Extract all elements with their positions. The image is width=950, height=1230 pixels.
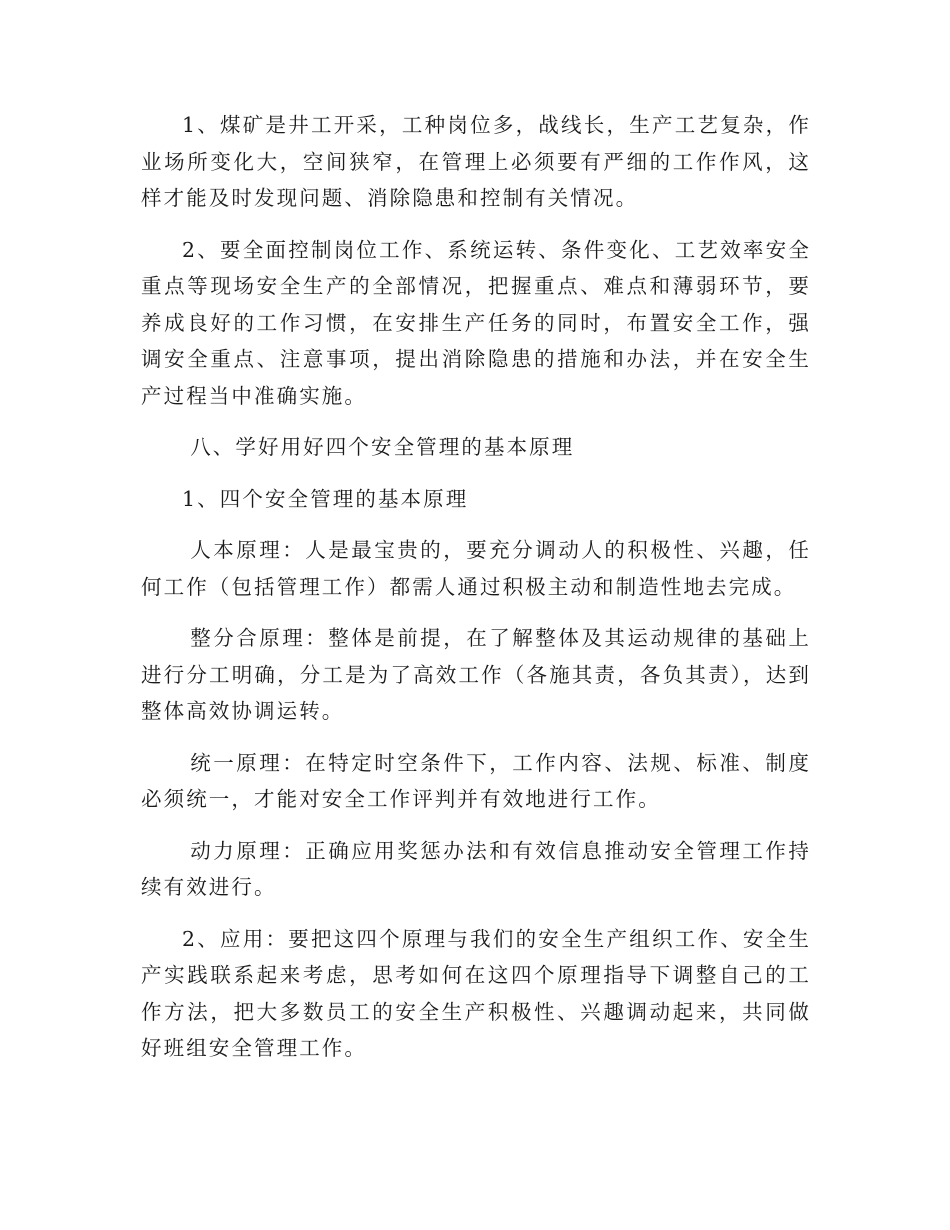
paragraph-integration-principle: 整分合原理：整体是前提，在了解整体及其运动规律的基础上进行分工明确，分工是为了高效工作（各施其责，各负其责），达到整体高效协调运转。 bbox=[141, 626, 811, 723]
section-heading-eight: 八、学好用好四个安全管理的基本原理 bbox=[190, 435, 575, 459]
subheading-four-principles: 1、四个安全管理的基本原理 bbox=[182, 486, 469, 511]
document-body bbox=[141, 107, 811, 1082]
paragraph-human-principle: 人本原理：人是最宝贵的，要充分调动人的积极性、兴趣，任何工作（包括管理工作）都需人通过积极主动和制造性地去完成。 bbox=[141, 538, 811, 599]
paragraph-motivation-principle: 动力原理：正确应用奖惩办法和有效信息推动安全管理工作持续有效进行。 bbox=[141, 838, 811, 899]
paragraph-unity-principle: 统一原理：在特定时空条件下，工作内容、法规、标准、制度必须统一，才能对安全工作评判并有效地进行工作。 bbox=[141, 750, 811, 811]
paragraph-application: 2、应用：要把这四个原理与我们的安全生产组织工作、安全生产实践联系起来考虑，思考如何在这四个原理指导下调整自己的工作方法，把大多数员工的安全生产积极性、兴趣调动起来，共同做好班组安全管理工作。 bbox=[141, 926, 811, 1060]
paragraph-full-control: 2、要全面控制岗位工作、系统运转、条件变化、工艺效率安全重点等现场安全生产的全部情况，把握重点、难点和薄弱环节，要养成良好的工作习惯，在安排生产任务的同时，布置安全工作，强调安全重点、注意事项，提出消除隐患的措施和办法，并在安全生产过程当中准确实施。 bbox=[141, 237, 811, 408]
paragraph-coal-mine-conditions: 1、煤矿是井工开采，工种岗位多，战线长，生产工艺复杂，作业场所变化大，空间狭窄，在管理上必须要有严细的工作作风，这样才能及时发现问题、消除隐患和控制有关情况。 bbox=[141, 113, 811, 210]
